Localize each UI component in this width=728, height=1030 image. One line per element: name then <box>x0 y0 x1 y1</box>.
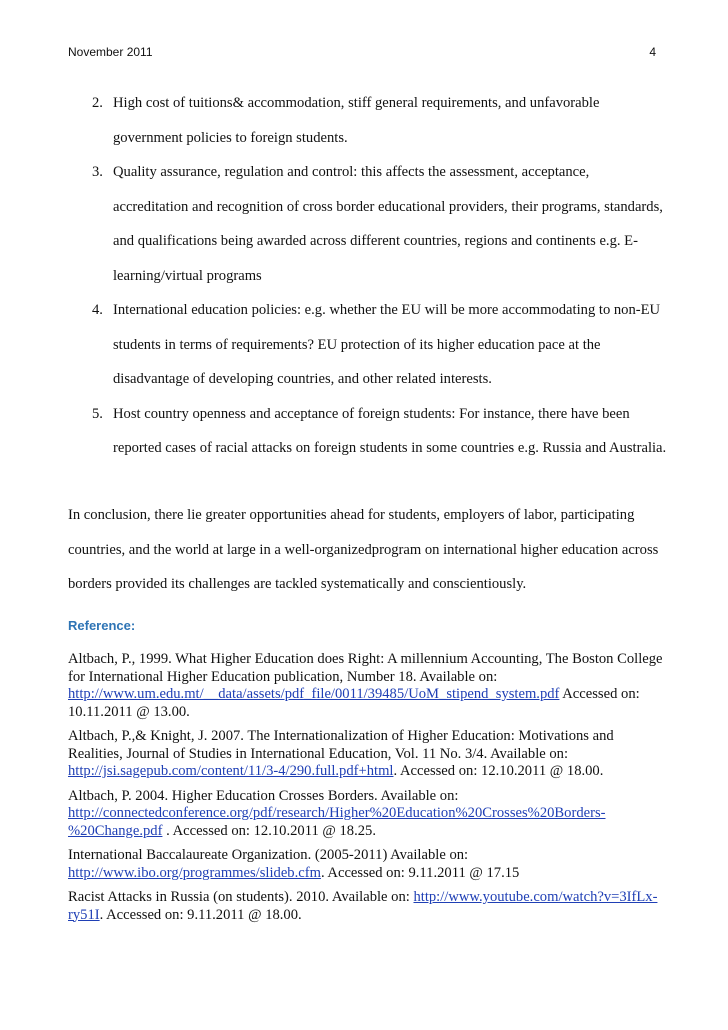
list-item <box>68 86 668 155</box>
reference-accessed: Accessed on: 10.11.2011 @ 13.00. <box>68 686 640 720</box>
list-item-text: International education policies: e.g. whether the EU will be more accommodating to non-EU students in terms of requirements? EU protection of its higher education pace at the disadvantage of developing countries, and other related interests. <box>113 302 661 387</box>
reference-entry <box>68 788 668 841</box>
list-number: 3. <box>92 164 103 180</box>
reference-entry <box>68 651 668 721</box>
reference-list <box>68 651 668 931</box>
list-item-text: Host country openness and acceptance of foreign students: For instance, there have been reported cases of racial attacks on foreign students in some countries e.g. Russia and Australia. <box>113 405 667 456</box>
reference-accessed: . Accessed on: 9.11.2011 @ 18.00. <box>99 906 302 923</box>
reference-link[interactable]: http://www.youtube.com/watch?v=3IfLx-ry51I <box>68 889 658 923</box>
reference-link[interactable]: http://www.ibo.org/programmes/slideb.cfm <box>68 864 321 881</box>
reference-heading: Reference: <box>68 618 136 633</box>
reference-link[interactable]: http://www.um.edu.mt/__data/assets/pdf_file/0011/39485/UoM_stipend_system.pdf <box>68 686 560 702</box>
page-number: 4 <box>649 45 656 59</box>
reference-text: Racist Attacks in Russia (on students). 2010. Available on: <box>68 889 414 905</box>
reference-entry <box>68 889 668 924</box>
reference-accessed: . Accessed on: 12.10.2011 @ 18.00. <box>393 763 604 779</box>
list-number: 5. <box>92 405 103 422</box>
list-item-text: High cost of tuitions& accommodation, stiff general requirements, and unfavorable government policies to foreign students. <box>113 95 600 146</box>
list-item <box>68 155 668 293</box>
list-item <box>68 397 668 466</box>
list-number: 2. <box>92 95 103 111</box>
reference-text: Altbach, P. 2004. Higher Education Crosses Borders. Available on: <box>68 787 459 804</box>
reference-text: Altbach, P.,& Knight, J. 2007. The Internationalization of Higher Education: Motivations and Realities, Journal of Studies in International Education, Vol. 11 No. 3/4. Available on: <box>68 728 614 762</box>
reference-entry <box>68 847 668 882</box>
conclusion-paragraph: In conclusion, there lie greater opportunities ahead for students, employers of labor, participating countries, and the world at large in a well-organizedprogram on international higher education across borders provided its challenges are tackled systematically and conscientiously. <box>68 507 659 592</box>
list-number: 4. <box>92 302 103 318</box>
reference-accessed: . Accessed on: 12.10.2011 @ 18.25. <box>162 822 376 839</box>
reference-entry <box>68 728 668 781</box>
list-item-text: Quality assurance, regulation and control: this affects the assessment, acceptance, accreditation and recognition of cross border educational providers, their programs, standards, and qualifications being awarded across different countries, regions and continents e.g. E-learning/virtual programs <box>113 164 663 284</box>
reference-text: International Baccalaureate Organization. (2005-2011) Available on: <box>68 847 469 863</box>
list-item <box>68 293 668 397</box>
reference-link[interactable]: http://jsi.sagepub.com/content/11/3-4/290.full.pdf+html <box>68 763 394 779</box>
reference-link[interactable]: http://connectedconference.org/pdf/research/Higher%20Education%20Crosses%20Borders-%20Change.pdf <box>68 805 606 839</box>
header-date: November 2011 <box>68 45 153 59</box>
reference-text: Altbach, P., 1999. What Higher Education does Right: A millennium Accounting, The Boston College for International Higher Education publication, Number 18. Available on: <box>68 651 663 685</box>
reference-accessed: . Accessed on: 9.11.2011 @ 17.15 <box>320 864 520 881</box>
challenges-list <box>68 86 668 466</box>
